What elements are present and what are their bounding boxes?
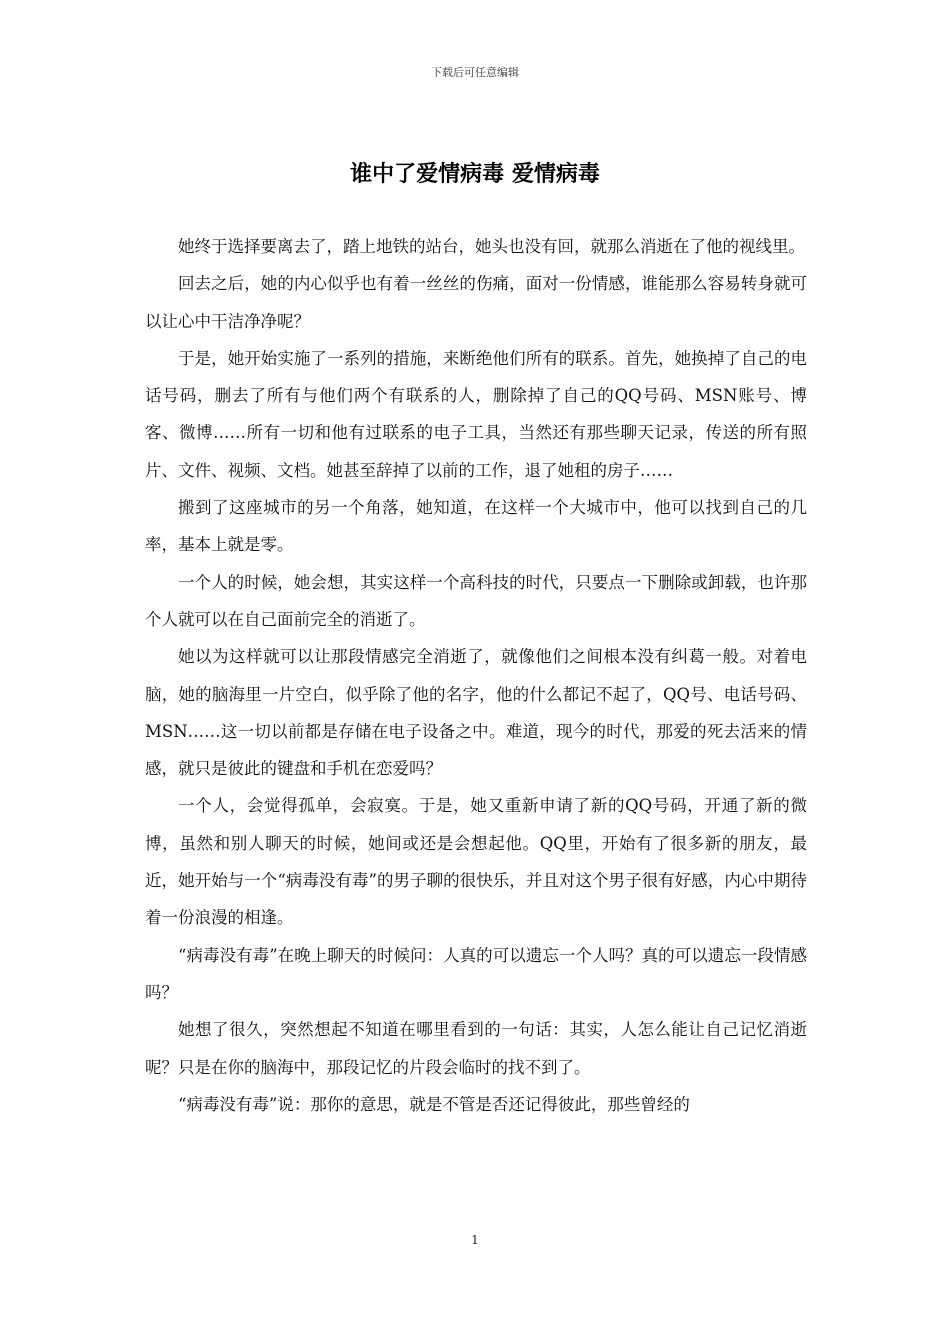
page-number: 1: [471, 1233, 479, 1247]
page-header: 下载后可任意编辑: [431, 66, 519, 79]
document-title: 谁中了爱情病毒 爱情病毒: [350, 162, 600, 187]
paragraph: 一个人，会觉得孤单，会寂寞。于是，她又重新申请了新的QQ号码，开通了新的微博，虽然和别人聊天的时候，她间或还是会想起他。QQ里，开始有了很多新的朋友，最近，她开始与一个“病毒没有毒”的男子聊的很快乐，并且对这个男子很有好感，内心中期待着一份浪漫的相逢。: [145, 796, 807, 928]
paragraph: 回去之后，她的内心似乎也有着一丝丝的伤痛，面对一份情感，谁能那么容易转身就可以让心中干洁净净呢？: [145, 274, 807, 331]
paragraph: 她终于选择要离去了，踏上地铁的站台，她头也没有回，就那么消逝在了他的视线里。: [178, 237, 805, 256]
paragraph: 搬到了这座城市的另一个角落，她知道，在这样一个大城市中，他可以找到自己的几率，基本上就是零。: [145, 498, 807, 555]
paragraph: 她想了很久，突然想起不知道在哪里看到的一句话：其实，人怎么能让自己记忆消逝呢？只是在你的脑海中，那段记忆的片段会临时的找不到了。: [145, 1020, 807, 1077]
paragraph: 一个人的时候，她会想，其实这样一个高科技的时代，只要点一下删除或卸载，也许那个人就可以在自己面前完全的消逝了。: [145, 572, 807, 629]
paragraph: 她以为这样就可以让那段情感完全消逝了，就像他们之间根本没有纠葛一般。对着电脑，她的脑海里一片空白，似乎除了他的名字，他的什么都记不起了，QQ号、电话号码、MSN……这一切以前都是存储在电子设备之中。难道，现今的时代，那爱的死去活来的情感，就只是彼此的键盘和手机在恋爱吗？: [145, 647, 807, 779]
paragraph: “病毒没有毒”说：那你的意思，就是不管是否还记得彼此，那些曾经的: [178, 1094, 690, 1114]
paragraph: “病毒没有毒”在晚上聊天的时候问：人真的可以遗忘一个人吗？真的可以遗忘一段情感吗？: [145, 945, 807, 1002]
paragraph: 于是，她开始实施了一系列的措施，来断绝他们所有的联系。首先，她换掉了自己的电话号码，删去了所有与他们两个有联系的人，删除掉了自己的QQ号码、MSN账号、博客、微博……所有一切和他有过联系的电子工具，当然还有那些聊天记录，传送的所有照片、文件、视频、文档。她甚至辞掉了以前的工作，退了她租的房子……: [145, 348, 807, 480]
document-body: [145, 228, 807, 1123]
